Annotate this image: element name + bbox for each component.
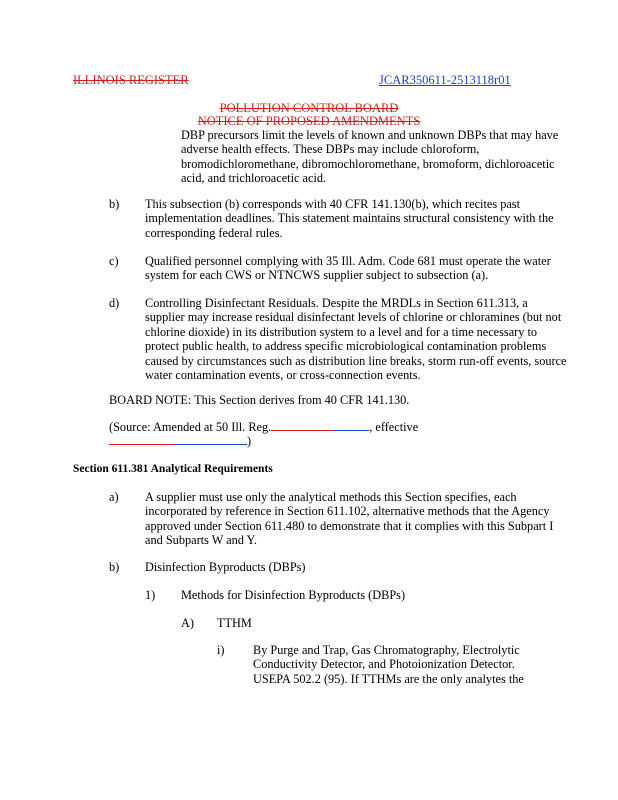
board-note: BOARD NOTE: This Section derives from 40 CFR 141.130. (109, 393, 410, 407)
item-label: d) (109, 296, 120, 310)
section-a-text: A supplier must use only the analytical methods this Section specifies, each incorporated by reference in Section 611.102, alternative methods that the Agency approved under Section 611.480 to demonstrate that it complies with this Subpart I and Subparts W and Y. (145, 490, 554, 548)
notice-title: NOTICE OF PROPOSED AMENDMENTS (197, 114, 421, 128)
source-line (109, 420, 418, 435)
board-title: POLLUTION CONTROL BOARD (219, 101, 399, 115)
source-middle: , effective (369, 420, 419, 434)
item-text: Controlling Disinfectant Residuals. Despite the MRDLs in Section 611.313, a supplier may increase residual disinfectant levels of chlorine or chloramines (but not chlorine dioxide) in its distribution system to a level and for a time necessary to protect public health, to address specific microbiological contamination problems caused by circumstances such as distribution line breaks, storm run-off events, source water contamination events, or cross-connection events. (145, 296, 567, 383)
intro-paragraph: DBP precursors limit the levels of known and unknown DBPs that may have adverse health effects. These DBPs may include chloroform, bromodichloromethane, dibromochloromethane, bromoform, dichloroacetic acid, and trichloroacetic acid. (181, 128, 559, 186)
source-close: ) (247, 434, 252, 448)
source-line-2 (109, 434, 251, 449)
section-b1-text: Methods for Disinfection Byproducts (DBPs) (181, 588, 406, 602)
source-blank-red (271, 430, 333, 431)
item-label: a) (109, 490, 119, 504)
item-label: i) (217, 643, 225, 657)
item-text: Qualified personnel complying with 35 Ill. Adm. Code 681 must operate the water system for each CWS or NTNCWS supplier subject to subsection (a). (145, 254, 551, 283)
item-text: This subsection (b) corresponds with 40 CFR 141.130(b), which recites past implementation deadlines. This statement maintains structural consistency with the corresponding federal rules. (145, 197, 554, 240)
source-blank-blue (333, 430, 369, 431)
register-title: ILLINOIS REGISTER (73, 73, 189, 87)
section-heading: Section 611.381 Analytical Requirements (73, 463, 273, 475)
item-label: c) (109, 254, 119, 268)
item-label: A) (181, 616, 194, 630)
section-A-text: TTHM (217, 616, 252, 630)
section-i-text: By Purge and Trap, Gas Chromatography, Electrolytic Conductivity Detector, and Photoionization Detector. USEPA 502.2 (95). If TTHMs are the only analytes the (253, 643, 524, 686)
section-b-text: Disinfection Byproducts (DBPs) (145, 560, 306, 574)
item-label: b) (109, 197, 120, 211)
date-blank-blue (175, 444, 247, 445)
date-blank-red (109, 444, 175, 445)
item-label: 1) (145, 588, 156, 602)
source-prefix: (Source: Amended at 50 Ill. Reg. (109, 420, 272, 434)
jcar-code: JCAR350611-2513118r01 (379, 73, 511, 87)
item-label: b) (109, 560, 120, 574)
